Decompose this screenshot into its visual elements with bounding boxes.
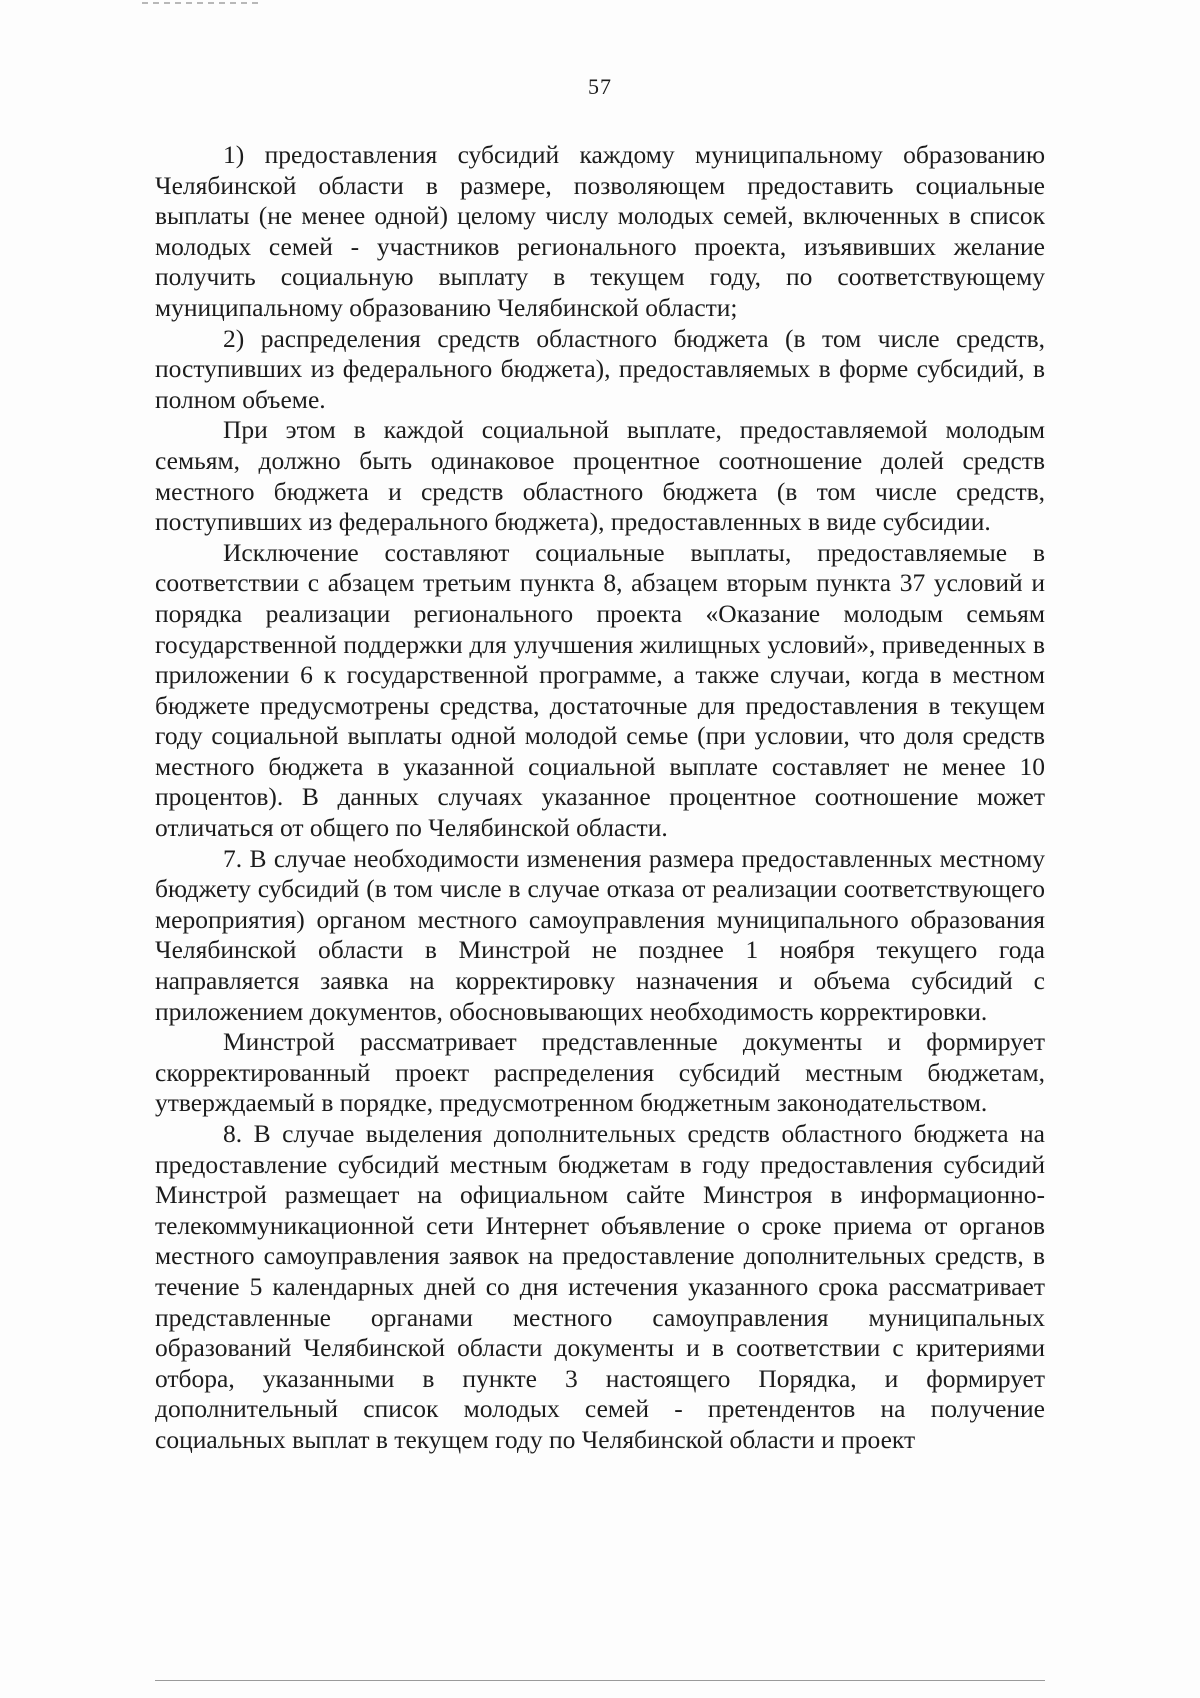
paragraph-percentage-ratio: При этом в каждой социальной выплате, предоставляемой молодым семьям, должно быть одинаковое процентное соотношение долей средств местного бюджета и средств областного бюджета (в том числе средств, поступивших из федерального бюджета), предоставленных в виде субсидии.	[155, 415, 1045, 537]
document-body	[155, 140, 1045, 1456]
paragraph-exceptions: Исключение составляют социальные выплаты, предоставляемые в соответствии с абзацем третьим пункта 8, абзацем вторым пункта 37 условий и порядка реализации регионального проекта «Оказание молодым семьям государственной поддержки для улучшения жилищных условий», приведенных в приложении 6 к государственной программе, а также случаи, когда в местном бюджете предусмотрены средства, достаточные для предоставления в текущем году социальной выплаты одной молодой семье (при условии, что доля средств местного бюджета в указанной социальной выплате составляет не менее 10 процентов). В данных случаях указанное процентное соотношение может отличаться от общего по Челябинской области.	[155, 537, 1045, 843]
bottom-edge-line	[155, 1680, 1045, 1681]
paragraph-item-7: 7. В случае необходимости изменения размера предоставленных местному бюджету субсидий (в том числе в случае отказа от реализации соответствующего мероприятия) органом местного самоуправления муниципального образования Челябинской области в Минстрой не позднее 1 ноября текущего года направляется заявка на корректировку назначения и объема субсидий с приложением документов, обосновывающих необходимость корректировки.	[155, 843, 1045, 1026]
scan-artifact	[142, 2, 262, 4]
paragraph-item-8: 8. В случае выделения дополнительных средств областного бюджета на предоставление субсидий местным бюджетам в году предоставления субсидий Минстрой размещает на официальном сайте Минстроя в информационно-телекоммуникационной сети Интернет объявление о сроке приема от органов местного самоуправления заявок на предоставление дополнительных средств, в течение 5 календарных дней со дня истечения указанного срока рассматривает представленные органами местного самоуправления муниципальных образований Челябинской области документы и в соответствии с критериями отбора, указанными в пункте 3 настоящего Порядка, и формирует дополнительный список молодых семей - претендентов на получение социальных выплат в текущем году по Челябинской области и проект	[155, 1119, 1045, 1454]
paragraph-minstroy-review: Минстрой рассматривает представленные документы и формирует скорректированный проект распределения субсидий местным бюджетам, утверждаемый в порядке, предусмотренном бюджетным законодательством.	[155, 1027, 1045, 1118]
paragraph-subsidy-allocation: 1) предоставления субсидий каждому муниципальному образованию Челябинской области в размере, позволяющем предоставить социальные выплаты (не менее одной) целому числу молодых семей, включенных в список молодых семей - участников регионального проекта, изъявивших желание получить социальную выплату в текущем году, по соответствующему муниципальному образованию Челябинской области;	[155, 140, 1045, 322]
page-number: 57	[588, 74, 612, 99]
paragraph-budget-distribution: 2) распределения средств областного бюджета (в том числе средств, поступивших из федерального бюджета), предоставляемых в форме субсидий, в полном объеме.	[155, 323, 1045, 414]
